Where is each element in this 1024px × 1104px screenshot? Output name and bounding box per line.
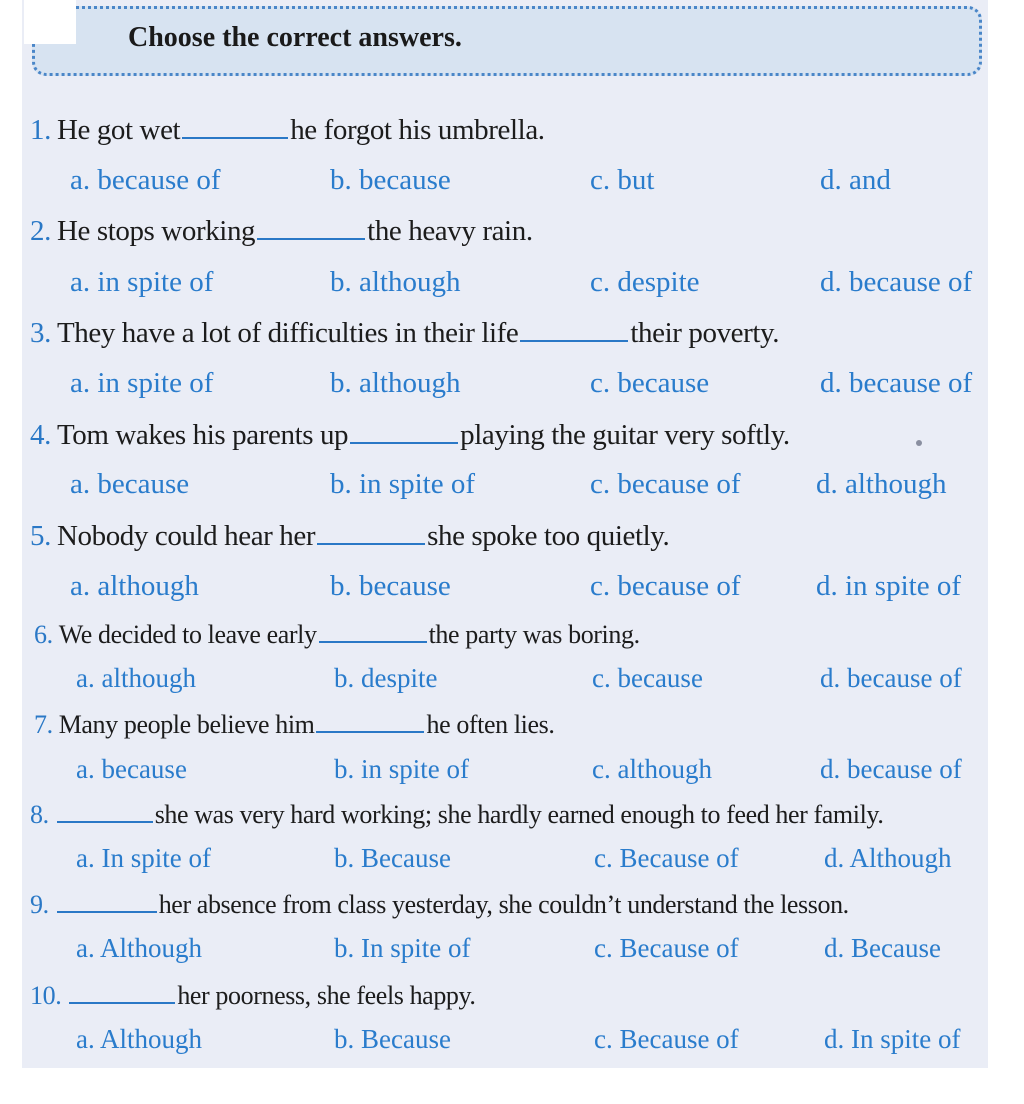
question-text-before: Nobody could hear her [56, 520, 316, 552]
option-6-b[interactable]: b. despite [334, 663, 438, 693]
answer-blank[interactable] [520, 316, 628, 342]
question-text-after: he often lies. [426, 710, 555, 739]
question-8 [30, 797, 883, 830]
question-1 [30, 113, 545, 147]
question-number: 9. [30, 890, 49, 919]
option-1-c[interactable]: c. but [590, 164, 655, 196]
option-6-a[interactable]: a. although [76, 663, 196, 693]
question-number: 10. [30, 981, 62, 1010]
question-text-after: her absence from class yesterday, she couldn’t understand the lesson. [158, 890, 849, 919]
question-number: 6. [34, 620, 53, 649]
option-3-b[interactable]: b. although [330, 367, 461, 399]
banner-tab [24, 0, 76, 44]
question-number: 3. [30, 317, 51, 349]
option-10-c[interactable]: c. Because of [594, 1024, 739, 1054]
option-8-c[interactable]: c. Because of [594, 843, 739, 873]
option-9-a[interactable]: a. Although [76, 933, 202, 963]
option-2-d[interactable]: d. because of [820, 266, 973, 298]
question-6 [34, 617, 640, 650]
option-9-d[interactable]: d. Because [824, 933, 941, 963]
option-5-b[interactable]: b. because [330, 570, 451, 602]
question-text-before: They have a lot of difficulties in their life [56, 317, 519, 349]
option-8-b[interactable]: b. Because [334, 843, 451, 873]
option-8-a[interactable]: a. In spite of [76, 843, 211, 873]
option-2-a[interactable]: a. in spite of [70, 266, 214, 298]
question-text-after: her poorness, she feels happy. [177, 981, 476, 1010]
option-9-c[interactable]: c. Because of [594, 933, 739, 963]
option-1-b[interactable]: b. because [330, 164, 451, 196]
option-7-a[interactable]: a. because [76, 754, 187, 784]
option-6-c[interactable]: c. because [592, 663, 703, 693]
answer-blank[interactable] [350, 418, 458, 444]
question-text-before: Many people believe him [58, 710, 315, 739]
option-5-d[interactable]: d. in spite of [816, 570, 961, 602]
question-text-after: playing the guitar very softly. [460, 419, 790, 451]
question-4 [30, 418, 790, 452]
option-10-a[interactable]: a. Although [76, 1024, 202, 1054]
option-1-d[interactable]: d. and [820, 164, 891, 196]
option-7-c[interactable]: c. although [592, 754, 712, 784]
stray-dot [916, 440, 922, 446]
option-8-d[interactable]: d. Although [824, 843, 952, 873]
answer-blank[interactable] [257, 214, 365, 240]
question-number: 4. [30, 419, 51, 451]
question-text-before: We decided to leave early [58, 620, 317, 649]
question-number: 5. [30, 520, 51, 552]
question-text-after: he forgot his umbrella. [290, 114, 545, 146]
option-10-b[interactable]: b. Because [334, 1024, 451, 1054]
option-6-d[interactable]: d. because of [820, 663, 962, 693]
option-2-b[interactable]: b. although [330, 266, 461, 298]
question-text-after: their poverty. [630, 317, 780, 349]
option-4-b[interactable]: b. in spite of [330, 468, 475, 500]
question-9 [30, 887, 849, 920]
question-text-before: Tom wakes his parents up [56, 419, 349, 451]
option-9-b[interactable]: b. In spite of [334, 933, 471, 963]
question-number: 7. [34, 710, 53, 739]
question-7 [34, 707, 554, 740]
option-4-a[interactable]: a. because [70, 468, 190, 500]
answer-blank[interactable] [69, 978, 175, 1004]
option-7-d[interactable]: d. because of [820, 754, 962, 784]
question-text-after: the party was boring. [428, 620, 640, 649]
question-number: 1. [30, 114, 51, 146]
option-4-d[interactable]: d. although [816, 468, 947, 500]
answer-blank[interactable] [182, 113, 288, 139]
question-text-after: she spoke too quietly. [427, 520, 670, 552]
option-4-c[interactable]: c. because of [590, 468, 741, 500]
question-3 [30, 316, 779, 350]
answer-blank[interactable] [319, 617, 427, 643]
option-1-a[interactable]: a. because of [70, 164, 221, 196]
question-5 [30, 519, 669, 553]
option-3-d[interactable]: d. because of [820, 367, 973, 399]
question-text-after: the heavy rain. [367, 215, 533, 247]
answer-blank[interactable] [316, 707, 424, 733]
answer-blank[interactable] [317, 519, 425, 545]
worksheet-title: Choose the correct answers. [128, 22, 462, 53]
question-text-before: He stops working [56, 215, 256, 247]
question-number: 8. [30, 800, 49, 829]
question-10 [30, 978, 476, 1011]
question-2 [30, 214, 533, 248]
answer-blank[interactable] [57, 797, 153, 823]
option-10-d[interactable]: d. In spite of [824, 1024, 961, 1054]
question-text-after: she was very hard working; she hardly earned enough to feed her family. [154, 800, 884, 829]
answer-blank[interactable] [57, 887, 157, 913]
question-number: 2. [30, 215, 51, 247]
option-5-a[interactable]: a. although [70, 570, 199, 602]
option-3-c[interactable]: c. because [590, 367, 710, 399]
question-text-before: He got wet [56, 114, 181, 146]
option-2-c[interactable]: c. despite [590, 266, 700, 298]
option-5-c[interactable]: c. because of [590, 570, 741, 602]
option-3-a[interactable]: a. in spite of [70, 367, 214, 399]
option-7-b[interactable]: b. in spite of [334, 754, 469, 784]
